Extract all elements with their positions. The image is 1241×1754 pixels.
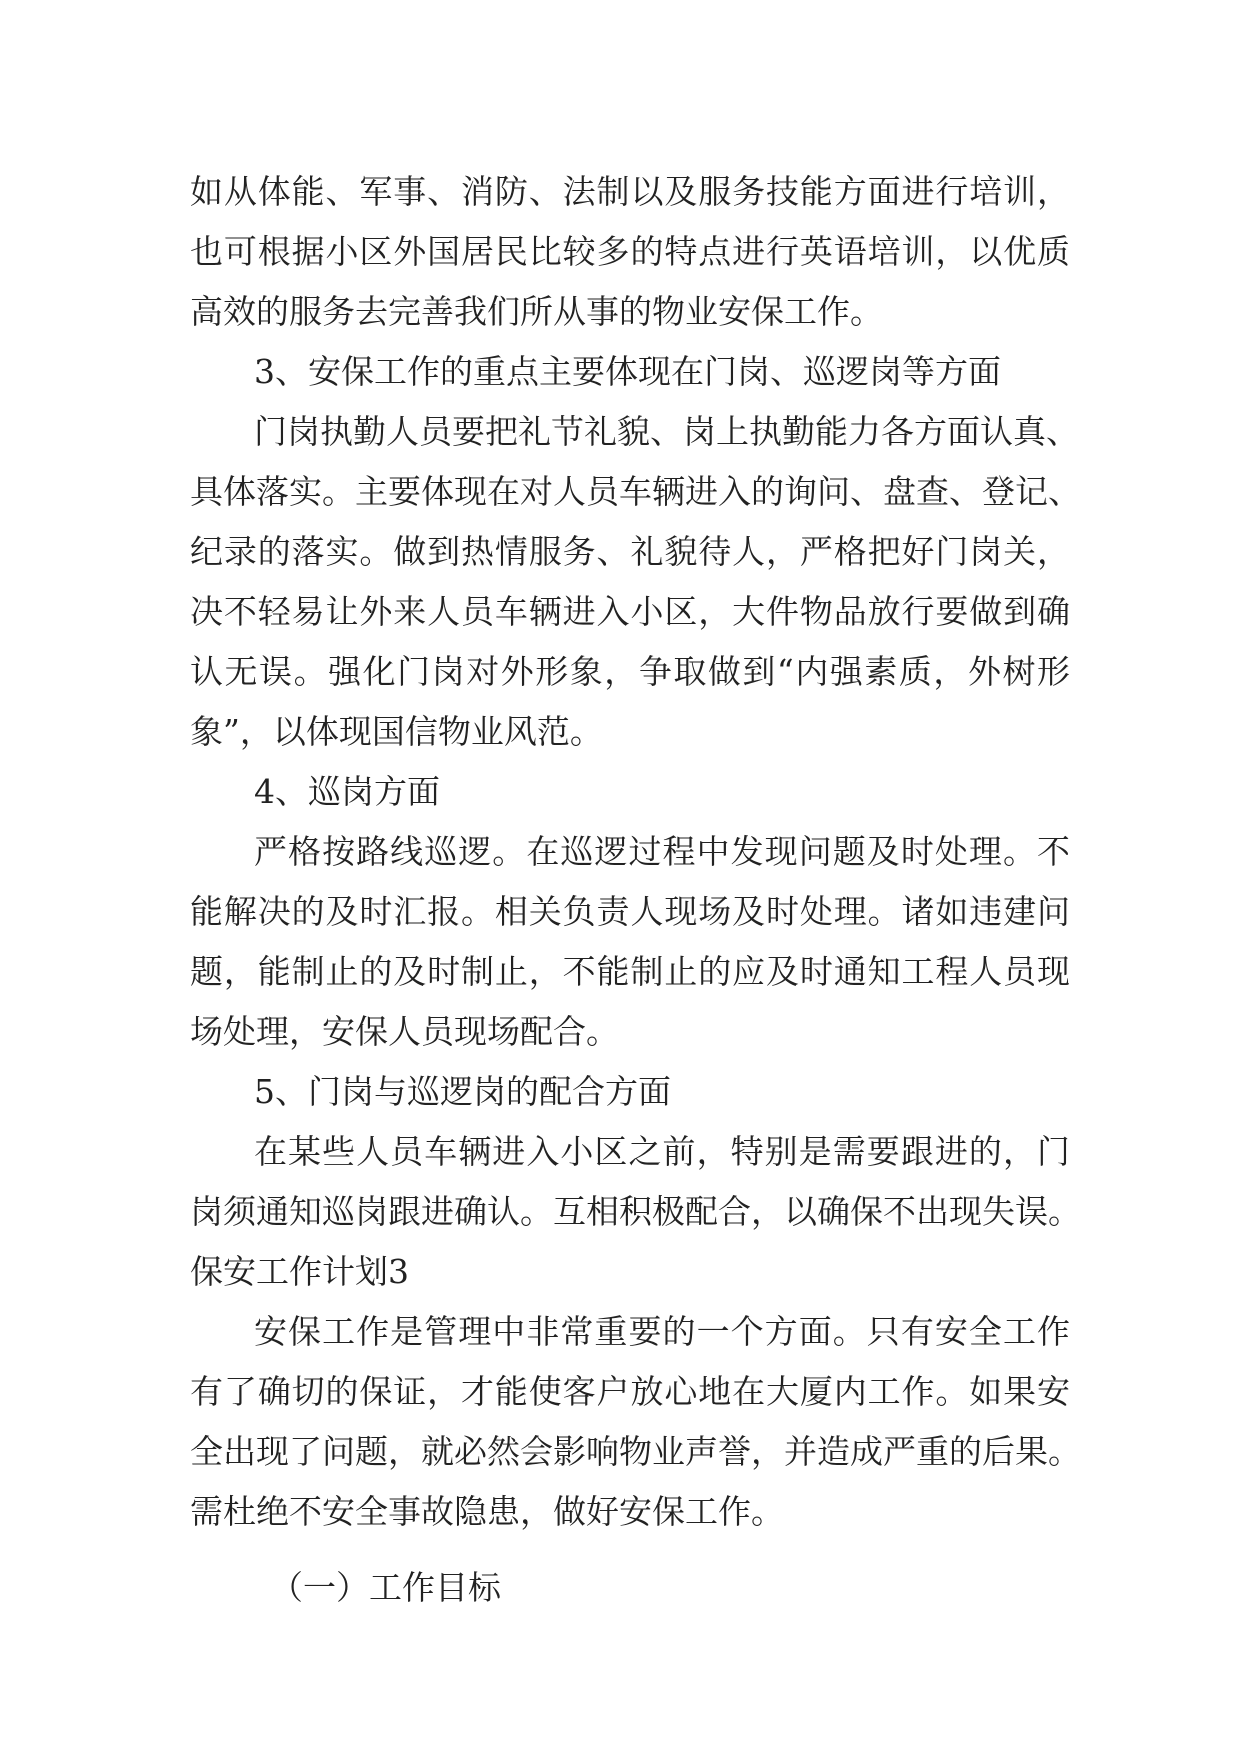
heading-text: 4、巡岗方面: [254, 772, 440, 811]
text-line: 如从体能、军事、消防、法制以及服务技能方面进行培训，: [190, 172, 1070, 211]
text-line: 场处理，安保人员现场配合。: [190, 1012, 619, 1051]
spacer: [190, 1542, 1070, 1558]
paragraph-coordination: [190, 1122, 1081, 1242]
paragraph-training: [190, 162, 1070, 342]
text-line: 岗须通知巡岗跟进确认。互相积极配合，以确保不出现失误。: [190, 1192, 1081, 1231]
paragraph-gate-post: [190, 402, 1081, 762]
text-line: 象”，以体现国信物业风范。: [190, 712, 603, 751]
document-body: [190, 162, 1081, 1618]
plan-title: [190, 1242, 1070, 1302]
text-line: 安保工作是管理中非常重要的一个方面。只有安全工作: [254, 1312, 1070, 1351]
text-line: 决不轻易让外来人员车辆进入小区，大件物品放行要做到确: [190, 592, 1070, 631]
paragraph-security-importance: [190, 1302, 1081, 1542]
title-text: 保安工作计划3: [190, 1252, 409, 1291]
text-line: 全出现了问题，就必然会影响物业声誉，并造成严重的后果。: [190, 1432, 1081, 1471]
heading-text: （一）工作目标: [270, 1568, 501, 1607]
text-line: 纪录的落实。做到热情服务、礼貌待人，严格把好门岗关，: [190, 532, 1070, 571]
text-line: 严格按路线巡逻。在巡逻过程中发现问题及时处理。不: [254, 832, 1070, 871]
section-heading-4: [190, 762, 1070, 822]
subsection-heading-goal: [190, 1558, 1070, 1618]
text-line: 需杜绝不安全事故隐患，做好安保工作。: [190, 1492, 784, 1531]
heading-text: 5、门岗与巡逻岗的配合方面: [254, 1072, 671, 1111]
text-line: 认无误。强化门岗对外形象，争取做到“内强素质，外树形: [190, 652, 1070, 691]
paragraph-patrol: [190, 822, 1070, 1062]
text-line: 也可根据小区外国居民比较多的特点进行英语培训，以优质: [190, 232, 1070, 271]
section-heading-3: [190, 342, 1070, 402]
heading-text: 3、安保工作的重点主要体现在门岗、巡逻岗等方面: [254, 352, 1001, 391]
text-line: 高效的服务去完善我们所从事的物业安保工作。: [190, 292, 883, 331]
text-line: 能解决的及时汇报。相关负责人现场及时处理。诸如违建问: [190, 892, 1070, 931]
text-line: 具体落实。主要体现在对人员车辆进入的询问、盘查、登记、: [190, 472, 1081, 511]
text-line: 门岗执勤人员要把礼节礼貌、岗上执勤能力各方面认真、: [254, 412, 1079, 451]
section-heading-5: [190, 1062, 1070, 1122]
text-line: 在某些人员车辆进入小区之前，特别是需要跟进的，门: [254, 1132, 1070, 1171]
text-line: 题，能制止的及时制止，不能制止的应及时通知工程人员现: [190, 952, 1070, 991]
text-line: 有了确切的保证，才能使客户放心地在大厦内工作。如果安: [190, 1372, 1070, 1411]
